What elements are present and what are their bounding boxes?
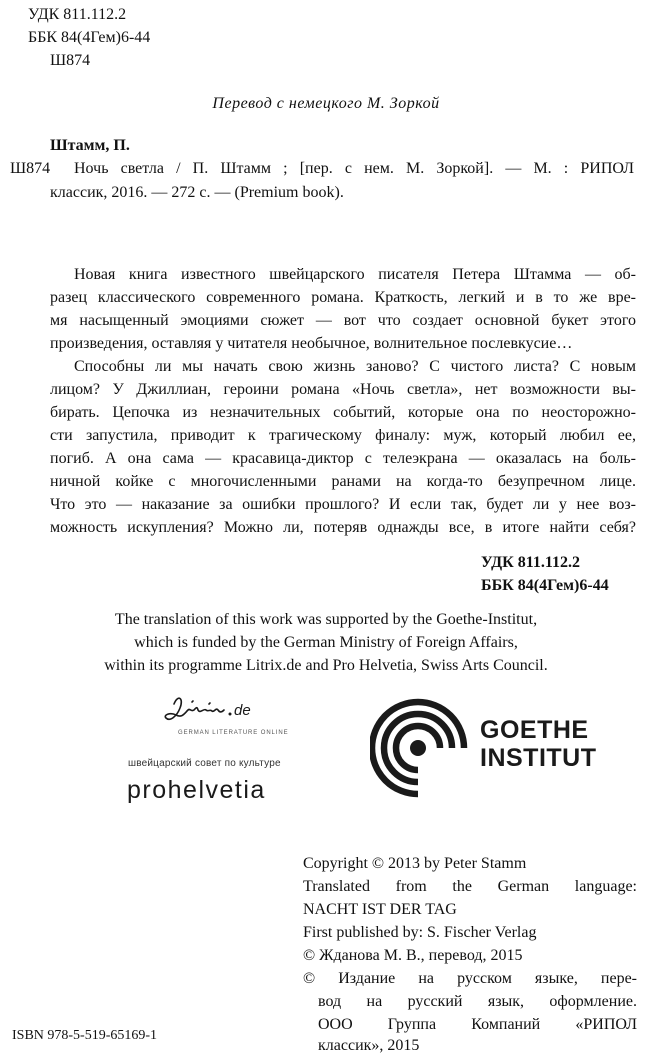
prohelvetia-wordmark: prohelvetia (127, 776, 266, 804)
udk-code-right: УДК 811.112.2 (481, 554, 580, 571)
copyright-line: First published by: S. Fischer Verlag (303, 924, 537, 941)
isbn: ISBN 978-5-519-65169-1 (12, 1028, 158, 1043)
author-mark: Ш874 (50, 52, 91, 69)
annotation-line: бирать. Цепочка из незначительных событий, которые она по неосторожно- (50, 404, 636, 421)
svg-text:de: de (234, 702, 251, 719)
annotation-line: мя насыщенный эмоциями сюжет — вот что создает основной букет этого (50, 312, 636, 329)
catalog-entry-line: классик, 2016. — 272 с. — (Premium book). (50, 184, 344, 201)
support-note-line: The translation of this work was supported by the Goethe-Institut, (114, 611, 538, 628)
copyright-line: вод на русский язык, оформление. (318, 993, 637, 1010)
annotation-line: сти запустила, приводит к трагическому финалу: муж, который любил ее, (50, 427, 636, 444)
support-note-line: which is funded by the German Ministry of Foreign Affairs, (134, 634, 518, 651)
annotation-line: Новая книга известного швейцарского писателя Петера Штамма — об- (74, 266, 636, 283)
translator-credit: Перевод с немецкого М. Зоркой (212, 95, 440, 112)
copyright-line: Copyright © 2013 by Peter Stamm (303, 855, 527, 872)
support-note-line: within its programme Litrix.de and Pro Helvetia, Swiss Arts Council. (104, 657, 548, 674)
annotation-line: погиб. А она сама — красавица-диктор с телеэкрана — оказалась на боль- (50, 450, 636, 467)
udk-code: УДК 811.112.2 (28, 6, 127, 23)
bbk-code: ББК 84(4Гем)6-44 (28, 29, 151, 46)
catalog-author-heading: Штамм, П. (50, 137, 130, 154)
litrix-wordmark (160, 690, 310, 740)
annotation-line: Что это — наказание за ошибки прошлого? И если так, будет ли у нее воз- (50, 496, 636, 513)
goethe-institut-logo (370, 690, 597, 810)
copyright-line: © Издание на русском языке, пере- (303, 970, 637, 987)
annotation-line: Способны ли мы начать свою жизнь заново? С чистого листа? С новым (74, 358, 636, 375)
annotation-line: произведения, оставляя у читателя необычное, волнительное послевкусие… (50, 335, 573, 352)
copyright-line: ООО Группа Компаний «РИПОЛ (318, 1016, 637, 1033)
copyright-line: NACHT IST DER TAG (303, 901, 457, 918)
catalog-entry-line: Ночь светла / П. Штамм ; [пер. с нем. М. Зоркой]. — М. : РИПОЛ (74, 160, 634, 177)
copyright-line: классик», 2015 (318, 1037, 420, 1054)
annotation-line: можность искупления? Можно ли, потеряв однажды все, в итоге найти себя? (50, 519, 636, 536)
litrix-logo (160, 690, 310, 740)
annotation-line: разец классического современного романа. Краткость, легкий и в то же вре- (50, 289, 636, 306)
litrix-tagline: GERMAN LITERATURE ONLINE (178, 730, 289, 736)
bbk-code-right: ББК 84(4Гем)6-44 (481, 577, 609, 594)
prohelvetia-tagline: швейцарский совет по культуре (128, 758, 281, 769)
goethe-text-line2: INSTITUT (480, 744, 597, 772)
annotation-line: ничной койке с многочисленными ранами на когда-то безупречном лице. (50, 473, 636, 490)
annotation-line: лицом? У Джиллиан, героини романа «Ночь светла», нет возможности вы- (50, 381, 636, 398)
goethe-text-line1: GOETHE (480, 716, 589, 744)
copyright-line: Translated from the German language: (303, 878, 637, 895)
copyright-line: © Жданова М. В., перевод, 2015 (303, 947, 523, 964)
catalog-mark: Ш874 (10, 160, 51, 177)
